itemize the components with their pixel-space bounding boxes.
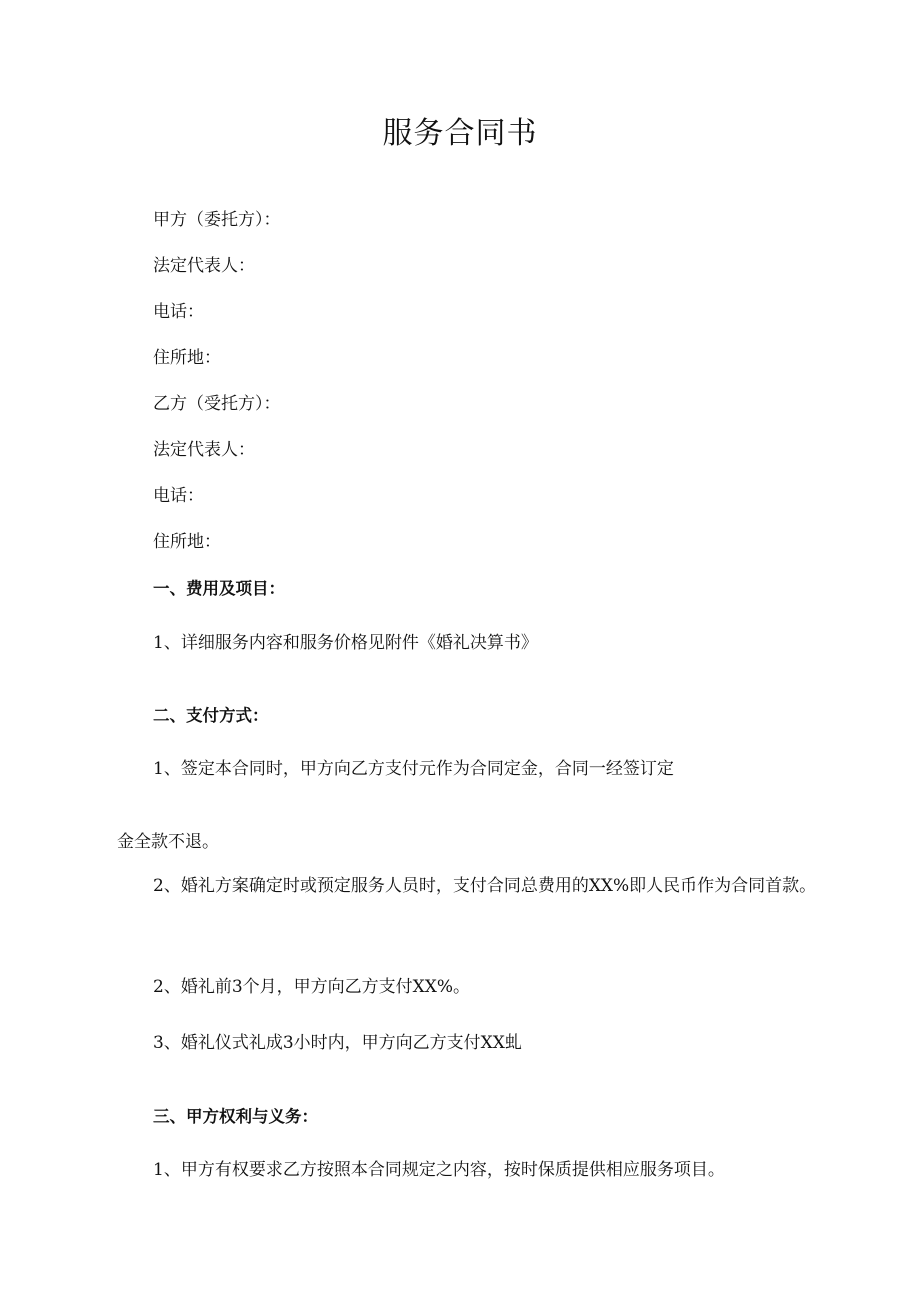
section-2-item-3: 2、婚礼前3个月，甲方向乙方支付XX%。 xyxy=(153,977,470,997)
section-1-heading: 一、费用及项目： xyxy=(153,579,285,598)
section-3-heading: 三、甲方权利与义务： xyxy=(153,1107,318,1126)
section-2-item-4: 3、婚礼仪式礼成3小时内，甲方向乙方支付XX虬 xyxy=(153,1033,522,1053)
party-a-label: 甲方（委托方）： xyxy=(153,210,281,230)
party-a-phone: 电话： xyxy=(153,302,204,322)
document-title: 服务合同书 xyxy=(382,116,538,151)
party-b-representative: 法定代表人： xyxy=(153,440,255,460)
party-b-address: 住所地： xyxy=(153,532,221,552)
party-a-address: 住所地： xyxy=(153,348,221,368)
party-b-phone: 电话： xyxy=(153,486,204,506)
section-2-item-1-line-1: 1、签定本合同时，甲方向乙方支付元作为合同定金，合同一经签订定 xyxy=(153,759,674,779)
section-2-item-2: 2、婚礼方案确定时或预定服务人员时，支付合同总费用的XX%即人民币作为合同首款。 xyxy=(153,876,817,896)
section-3-item-1: 1、甲方有权要求乙方按照本合同规定之内容，按时保质提供相应服务项目。 xyxy=(153,1160,725,1180)
section-2-heading: 二、支付方式： xyxy=(153,706,269,725)
party-a-representative: 法定代表人： xyxy=(153,256,255,276)
party-b-label: 乙方（受托方）： xyxy=(153,394,281,414)
section-1-item-1: 1、详细服务内容和服务价格见附件《婚礼决算书》 xyxy=(153,633,538,653)
section-2-item-1-line-2: 金全款不退。 xyxy=(117,832,219,852)
